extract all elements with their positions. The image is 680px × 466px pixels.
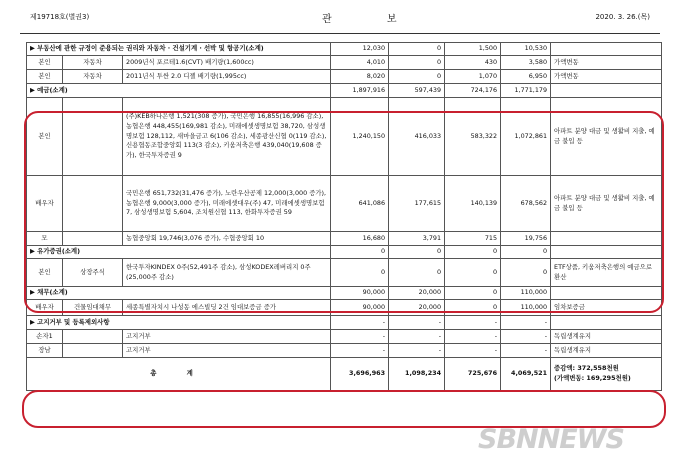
description-cell: 한국투자KINDEX 0주(52,491주 감소), 삼성KODEX레버리지 0주(25,000주 감소) [123, 259, 331, 287]
previous-value-cell: - [331, 316, 389, 330]
page-header [0, 0, 680, 34]
description-cell: 2011년식 투싼 2.0 디젤 배기량(1,995cc) [123, 70, 331, 84]
note-cell [551, 84, 662, 98]
increase-cell: 0 [389, 43, 445, 56]
note-cell: 아파트 분양 대금 및 생활비 지출, 예금 불입 등 [551, 98, 662, 176]
decrease-cell: 0 [445, 300, 501, 316]
type-cell: 상장주식 [63, 259, 123, 287]
previous-value-cell: - [331, 344, 389, 358]
current-value-cell: 1,771,179 [501, 84, 551, 98]
previous-value-cell: 12,030 [331, 43, 389, 56]
decrease-cell: 0 [445, 246, 501, 259]
current-value-cell: 678,562 [501, 176, 551, 232]
relation-cell: 본인 [27, 56, 63, 70]
section-title: ▶ 부동산에 관한 규정이 준용되는 권리와 자동차 · 건설기계 · 선박 및 항공기(소계) [27, 43, 331, 56]
type-cell: 자동차 [63, 56, 123, 70]
previous-value-cell: 0 [331, 246, 389, 259]
highlight-box-total [22, 390, 666, 428]
section-row [27, 43, 662, 56]
decrease-cell: - [445, 344, 501, 358]
current-value-cell: 1,072,861 [501, 98, 551, 176]
note-cell: 독립생계유지 [551, 330, 662, 344]
table-row [27, 344, 662, 358]
table-row [27, 330, 662, 344]
decrease-cell: 715 [445, 232, 501, 246]
current-value-cell: 10,530 [501, 43, 551, 56]
description-cell: 고지거부 [123, 330, 331, 344]
increase-cell: - [389, 344, 445, 358]
valuation-change: (가액변동: 169,295천원) [554, 374, 631, 382]
previous-value-cell: 0 [331, 259, 389, 287]
note-cell: 독립생계유지 [551, 344, 662, 358]
increase-cell: 0 [389, 259, 445, 287]
note-cell [551, 316, 662, 330]
increase-cell: 3,791 [389, 232, 445, 246]
previous-value-cell: 16,680 [331, 232, 389, 246]
previous-value-cell: 90,000 [331, 300, 389, 316]
current-value-cell: - [501, 344, 551, 358]
header-rule [20, 33, 660, 34]
type-cell [63, 330, 123, 344]
increase-cell: 0 [389, 56, 445, 70]
change-amount: 증감액: 372,558천원 [554, 364, 619, 373]
previous-value-cell: 1,897,916 [331, 84, 389, 98]
decrease-cell: 583,322 [445, 98, 501, 176]
total-v1: 3,696,963 [331, 358, 389, 391]
previous-value-cell: 90,000 [331, 287, 389, 300]
increase-cell: 20,000 [389, 300, 445, 316]
relation-cell: 배우자 [27, 176, 63, 232]
previous-value-cell: - [331, 330, 389, 344]
current-value-cell: 0 [501, 259, 551, 287]
relation-cell: 모 [27, 232, 63, 246]
decrease-cell: 724,176 [445, 84, 501, 98]
table-row [27, 56, 662, 70]
previous-value-cell: 8,020 [331, 70, 389, 84]
decrease-cell: 1,070 [445, 70, 501, 84]
decrease-cell: 140,139 [445, 176, 501, 232]
current-value-cell: 110,000 [501, 300, 551, 316]
issue-date: 2020. 3. 26.(목) [595, 13, 650, 21]
increase-cell: 177,615 [389, 176, 445, 232]
increase-cell: - [389, 316, 445, 330]
current-value-cell: - [501, 330, 551, 344]
type-cell [63, 344, 123, 358]
description-cell: 고지거부 [123, 344, 331, 358]
note-cell: 가액변동 [551, 56, 662, 70]
description-cell: (주)KEB하나은행 1,521(308 증가), 국민은행 16,855(16,996 감소), 농협은행 448,455(169,981 감소), 미래에셋생명보험 38,720, 삼성생명보험 128,112, 새마을금고 6(106 감소), 세종광산신협 0(119 감소), 신용협동조합중앙회 113(3 감소), 키움저축은행 439,040(19,608 증가), 한국투자증권 9 [123, 98, 331, 176]
section-title: ▶ 유가증권(소계) [27, 246, 331, 259]
relation-cell: 본인 [27, 70, 63, 84]
increase-cell: 597,439 [389, 84, 445, 98]
current-value-cell: 0 [501, 246, 551, 259]
issue-number: 제19718호(별권3) [30, 13, 90, 21]
note-cell: ETF상품, 키움저축은행의 예금으로 환산 [551, 259, 662, 287]
section-title: ▶ 고지거부 및 등록제외사항 [27, 316, 331, 330]
decrease-cell: - [445, 316, 501, 330]
current-value-cell: 110,000 [501, 287, 551, 300]
decrease-cell: 0 [445, 259, 501, 287]
increase-cell: 416,033 [389, 98, 445, 176]
increase-cell: 20,000 [389, 287, 445, 300]
previous-value-cell: 641,086 [331, 176, 389, 232]
note-cell: 가액변동 [551, 70, 662, 84]
total-row [27, 358, 662, 391]
note-cell: 임차보증금 [551, 300, 662, 316]
note-cell [551, 43, 662, 56]
increase-cell: 0 [389, 246, 445, 259]
increase-cell: - [389, 330, 445, 344]
total-label: 총 계 [27, 358, 331, 391]
highlight-box-deposits [24, 111, 664, 313]
total-note [551, 358, 662, 391]
decrease-cell: - [445, 330, 501, 344]
current-value-cell: 3,580 [501, 56, 551, 70]
relation-cell: 본인 [27, 259, 63, 287]
decrease-cell: 430 [445, 56, 501, 70]
note-cell: 아파트 분양 대금 및 생활비 지출, 예금 불입 등 [551, 176, 662, 232]
previous-value-cell: 1,240,150 [331, 98, 389, 176]
relation-cell: 손자1 [27, 330, 63, 344]
description-cell: 세종특별자치시 나성동 에스빌딩 2건 임대보증금 증가 [123, 300, 331, 316]
description-cell: 2009년식 포르테1.6(CVT) 배기량(1,600cc) [123, 56, 331, 70]
total-v4: 4,069,521 [501, 358, 551, 391]
description-cell: 국민은행 651,732(31,476 증가), 노란우산공제 12,000(3,000 증가), 농협은행 9,000(3,000 증가), 미래에셋대우(주) 47, 미래에셋생명보험 7, 삼성생명보험 5,604, 조치원신협 113, 한화투자증권 59 [123, 176, 331, 232]
section-row [27, 84, 662, 98]
table-row [27, 70, 662, 84]
section-title: ▶ 채무(소계) [27, 287, 331, 300]
watermark-logo: SBNNEWS [478, 424, 624, 455]
increase-cell: 0 [389, 70, 445, 84]
section-title: ▶ 예금(소계) [27, 84, 331, 98]
relation-cell: 장남 [27, 344, 63, 358]
total-v3: 725,676 [445, 358, 501, 391]
relation-cell: 본인 [27, 98, 63, 176]
type-cell: 자동차 [63, 70, 123, 84]
section-row [27, 316, 662, 330]
relation-cell: 배우자 [27, 300, 63, 316]
current-value-cell: - [501, 316, 551, 330]
decrease-cell: 0 [445, 287, 501, 300]
description-cell: 농협중앙회 19,746(3,076 증가), 수협중앙회 10 [123, 232, 331, 246]
total-v2: 1,098,234 [389, 358, 445, 391]
decrease-cell: 1,500 [445, 43, 501, 56]
gazette-title: 관 보 [322, 14, 423, 25]
current-value-cell: 19,756 [501, 232, 551, 246]
previous-value-cell: 4,010 [331, 56, 389, 70]
type-cell: 건물임대채무 [63, 300, 123, 316]
current-value-cell: 6,950 [501, 70, 551, 84]
